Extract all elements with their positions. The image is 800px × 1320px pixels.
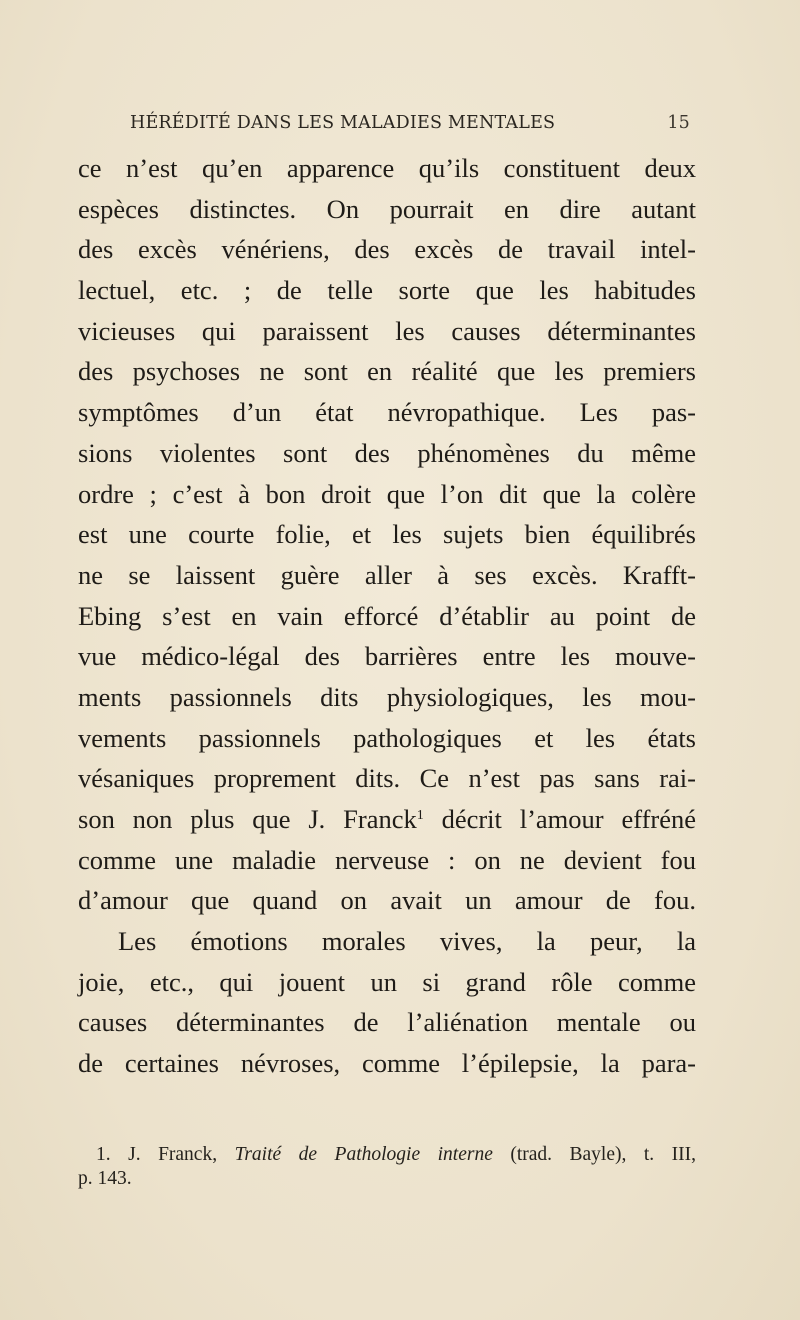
footnote-reference: 1 <box>416 808 424 823</box>
footnote-title: Traité de Pathologie interne <box>234 1144 493 1165</box>
text-line: causes déterminantes de l’aliénation mentale ou <box>78 1007 696 1038</box>
text-line: ce n’est qu’en apparence qu’ils constituent deux <box>78 153 696 183</box>
text-line: d’amour que quand on avait un amour de fou. <box>78 885 696 916</box>
text-line: espèces distinctes. On pourrait en dire autant <box>78 193 696 224</box>
text-line: sions violentes sont des phénomènes du même <box>78 437 696 468</box>
footnote-number: 1. <box>96 1144 111 1165</box>
text-line: est une courte folie, et les sujets bien équilibrés <box>78 519 696 550</box>
text-line: des excès vénériens, des excès de travail intel- <box>78 234 696 265</box>
footnote-author: J. Franck, <box>110 1144 235 1165</box>
text-line: symptômes d’un état névropathique. Les pas- <box>78 397 696 428</box>
text-line: joie, etc., qui jouent un si grand rôle comme <box>78 966 696 997</box>
footnote-line: p. 143. <box>78 1168 132 1189</box>
page-number: 15 <box>667 113 690 133</box>
text-line: vements passionnels pathologiques et les états <box>78 722 696 753</box>
footnote <box>78 1143 696 1191</box>
text-fragment: décrit l’amour effréné <box>423 804 696 834</box>
text-line: Les émotions morales vives, la peur, la <box>118 926 696 957</box>
text-line-with-footnote-ref <box>78 799 696 840</box>
body-text <box>78 148 696 1084</box>
footnote-rest: (trad. Bayle), t. III, <box>492 1144 696 1165</box>
text-line: Ebing s’est en vain efforcé d’établir au point de <box>78 600 696 631</box>
running-head: HÉRÉDITÉ DANS LES MALADIES MENTALES <box>130 113 556 133</box>
page-header <box>130 113 690 139</box>
text-line: comme une maladie nerveuse : on ne devient fou <box>78 844 696 875</box>
text-fragment: son non plus que J. Franck <box>78 804 417 834</box>
text-line: lectuel, etc. ; de telle sorte que les habitudes <box>78 275 696 306</box>
text-line: ments passionnels dits physiologiques, les mou- <box>78 681 696 712</box>
text-line: ne se laissent guère aller à ses excès. Krafft- <box>78 559 696 590</box>
footnote-line <box>78 1143 696 1167</box>
text-line: de certaines névroses, comme l’épilepsie, la para- <box>78 1048 696 1079</box>
text-line: des psychoses ne sont en réalité que les premiers <box>78 356 696 387</box>
text-line: vésaniques proprement dits. Ce n’est pas sans rai- <box>78 763 696 794</box>
text-line: ordre ; c’est à bon droit que l’on dit que la colère <box>78 478 696 509</box>
text-line: vicieuses qui paraissent les causes déterminantes <box>78 315 696 346</box>
text-line: vue médico-légal des barrières entre les mouve- <box>78 641 696 672</box>
